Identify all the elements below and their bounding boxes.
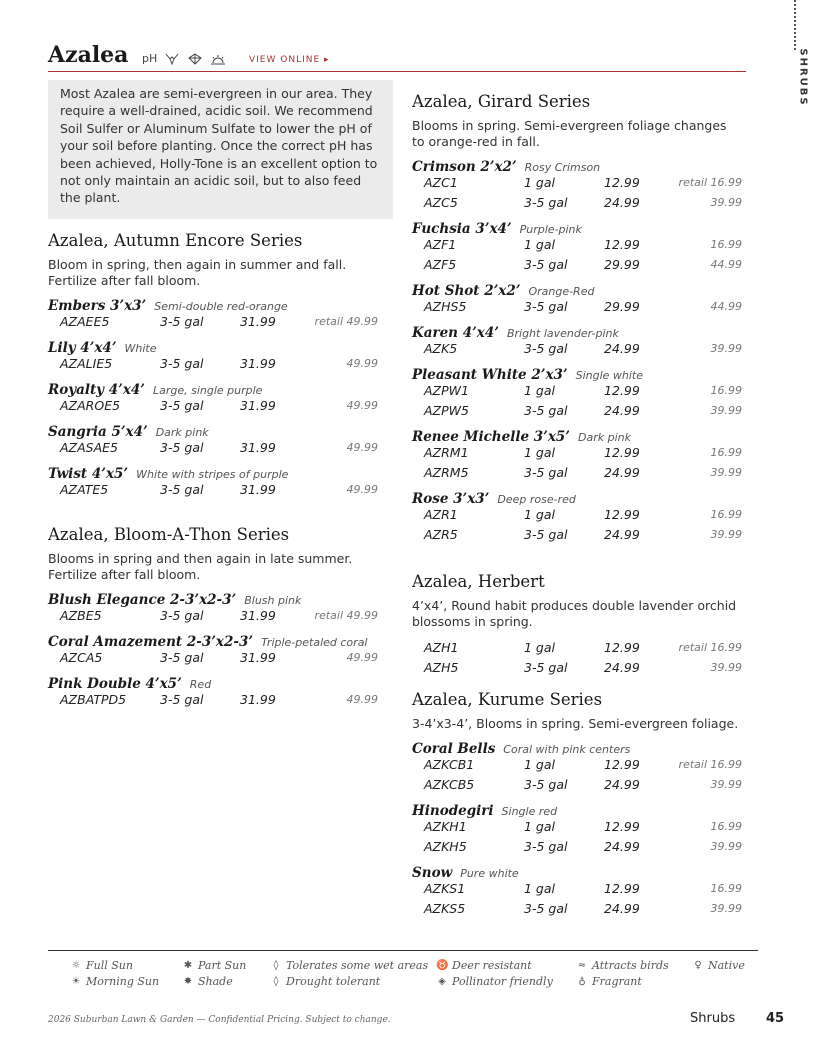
plant-name: Coral Bells bbox=[412, 741, 496, 757]
sku: AZKS5 bbox=[424, 901, 466, 916]
legend-item bbox=[436, 973, 553, 989]
series-description: Bloom in spring, then again in summer and fall. Fertilize after fall bloom. bbox=[48, 257, 347, 288]
retail-price: 49.99 bbox=[346, 441, 378, 454]
price: 12.99 bbox=[604, 383, 640, 398]
legend-label: Full Sun bbox=[86, 958, 133, 972]
container-size: 1 gal bbox=[524, 383, 555, 398]
price-row bbox=[48, 398, 378, 416]
retail-price: 39.99 bbox=[710, 902, 742, 915]
retail-price: 39.99 bbox=[710, 528, 742, 541]
sku: AZK5 bbox=[424, 341, 458, 356]
plant-heading bbox=[412, 426, 631, 445]
legend-icon: ♁ bbox=[578, 975, 586, 987]
price: 29.99 bbox=[604, 257, 640, 272]
retail-price: 16.99 bbox=[710, 238, 742, 251]
plant-name: Embers 3’x3’ bbox=[48, 298, 147, 314]
plant-heading bbox=[48, 295, 288, 314]
plant-heading bbox=[412, 322, 619, 341]
container-size: 3-5 gal bbox=[160, 398, 204, 413]
page-header bbox=[48, 40, 746, 72]
series-title: Azalea, Girard Series bbox=[412, 92, 591, 111]
legend-column bbox=[270, 957, 428, 989]
price-row bbox=[412, 403, 742, 421]
legend-label: Fragrant bbox=[592, 974, 642, 988]
price-row bbox=[48, 440, 378, 458]
series-title: Azalea, Kurume Series bbox=[412, 690, 603, 709]
plant-heading bbox=[412, 800, 557, 819]
page-title: Azalea bbox=[48, 42, 129, 68]
retail-price: 39.99 bbox=[710, 661, 742, 674]
sku: AZH5 bbox=[424, 660, 459, 675]
sku: AZAEE5 bbox=[60, 314, 110, 329]
plant-name: Coral Amazement 2-3’x2-3’ bbox=[48, 634, 254, 650]
container-size: 3-5 gal bbox=[160, 692, 204, 707]
legend-column bbox=[436, 957, 553, 989]
price: 24.99 bbox=[604, 777, 640, 792]
container-size: 3-5 gal bbox=[160, 356, 204, 371]
legend-item bbox=[576, 957, 669, 973]
sku: AZRM5 bbox=[424, 465, 469, 480]
plant-heading bbox=[412, 488, 576, 507]
sku: AZPW1 bbox=[424, 383, 469, 398]
side-tab-dots bbox=[794, 0, 796, 50]
legend-column bbox=[576, 957, 669, 989]
sku: AZASAE5 bbox=[60, 440, 119, 455]
plant-description: Semi-double red-orange bbox=[154, 300, 288, 313]
retail-price: 16.99 bbox=[710, 882, 742, 895]
container-size: 3-5 gal bbox=[524, 403, 568, 418]
morning-sun-icon bbox=[210, 53, 226, 65]
plant-heading bbox=[412, 862, 519, 881]
price-row bbox=[412, 777, 742, 795]
price: 12.99 bbox=[604, 757, 640, 772]
retail-price: 16.99 bbox=[710, 820, 742, 833]
legend-icon: ♉ bbox=[436, 959, 449, 971]
plant-name: Karen 4’x4’ bbox=[412, 325, 499, 341]
price: 24.99 bbox=[604, 527, 640, 542]
legend-icon: ☀ bbox=[71, 975, 81, 987]
plant-heading bbox=[412, 218, 582, 237]
price-row bbox=[412, 640, 742, 658]
price: 24.99 bbox=[604, 839, 640, 854]
legend-label: Attracts birds bbox=[592, 958, 669, 972]
plant-name: Crimson 2’x2’ bbox=[412, 159, 517, 175]
plant-heading bbox=[48, 631, 368, 650]
container-size: 3-5 gal bbox=[160, 482, 204, 497]
plant-description: White with stripes of purple bbox=[136, 468, 289, 481]
retail-price: 16.99 bbox=[710, 508, 742, 521]
price-row bbox=[412, 175, 742, 193]
retail-price: 44.99 bbox=[710, 258, 742, 271]
pollinator-friendly-icon bbox=[187, 53, 203, 65]
legend-label: Drought tolerant bbox=[286, 974, 381, 988]
retail-price: 49.99 bbox=[346, 651, 378, 664]
plant-name: Sangria 5’x4’ bbox=[48, 424, 148, 440]
container-size: 1 gal bbox=[524, 640, 555, 655]
retail-price: retail 16.99 bbox=[678, 758, 742, 771]
container-size: 1 gal bbox=[524, 237, 555, 252]
price: 31.99 bbox=[240, 650, 276, 665]
sku: AZKH5 bbox=[424, 839, 467, 854]
price-row bbox=[412, 660, 742, 678]
price-row bbox=[48, 650, 378, 668]
legend-item bbox=[436, 957, 553, 973]
legend-column bbox=[692, 957, 745, 973]
sku: AZKCB1 bbox=[424, 757, 475, 772]
price-row bbox=[48, 608, 378, 626]
retail-price: 16.99 bbox=[710, 446, 742, 459]
plant-heading bbox=[48, 379, 262, 398]
price: 31.99 bbox=[240, 692, 276, 707]
price: 31.99 bbox=[240, 356, 276, 371]
price: 31.99 bbox=[240, 482, 276, 497]
legend-icon: ≈ bbox=[577, 959, 587, 971]
price: 12.99 bbox=[604, 507, 640, 522]
plant-name: Hot Shot 2’x2’ bbox=[412, 283, 521, 299]
plant-description: Purple-pink bbox=[519, 223, 582, 236]
container-size: 3-5 gal bbox=[160, 314, 204, 329]
series-description: 4’x4’, Round habit produces double lavender orchid blossoms in spring. bbox=[412, 598, 737, 629]
sku: AZKCB5 bbox=[424, 777, 475, 792]
price: 24.99 bbox=[604, 901, 640, 916]
plant-description: Deep rose-red bbox=[497, 493, 576, 506]
plant-name: Twist 4’x5’ bbox=[48, 466, 129, 482]
price: 24.99 bbox=[604, 660, 640, 675]
container-size: 3-5 gal bbox=[524, 839, 568, 854]
price-row bbox=[412, 901, 742, 919]
sku: AZPW5 bbox=[424, 403, 469, 418]
series-title: Azalea, Herbert bbox=[412, 572, 545, 591]
plant-name: Fuchsia 3’x4’ bbox=[412, 221, 512, 237]
plant-description: Coral with pink centers bbox=[503, 743, 631, 756]
plant-description: Single white bbox=[575, 369, 644, 382]
legend-item bbox=[576, 973, 669, 989]
retail-price: 49.99 bbox=[346, 357, 378, 370]
plant-name: Blush Elegance 2-3’x2-3’ bbox=[48, 592, 237, 608]
container-size: 1 gal bbox=[524, 175, 555, 190]
retail-price: 39.99 bbox=[710, 404, 742, 417]
sku: AZAROE5 bbox=[60, 398, 121, 413]
price: 31.99 bbox=[240, 314, 276, 329]
price: 12.99 bbox=[604, 819, 640, 834]
legend-icon: ☼ bbox=[71, 959, 81, 971]
sku: AZF1 bbox=[424, 237, 457, 252]
sku: AZBATPD5 bbox=[60, 692, 127, 707]
plant-description: Triple-petaled coral bbox=[261, 636, 368, 649]
legend-icon: ◈ bbox=[438, 975, 446, 987]
retail-price: 49.99 bbox=[346, 399, 378, 412]
plant-name: Pink Double 4’x5’ bbox=[48, 676, 182, 692]
container-size: 1 gal bbox=[524, 819, 555, 834]
series-title: Azalea, Bloom-A-Thon Series bbox=[48, 525, 290, 544]
sku: AZC1 bbox=[424, 175, 458, 190]
series-title: Azalea, Autumn Encore Series bbox=[48, 231, 303, 250]
sku: AZKS1 bbox=[424, 881, 466, 896]
side-tab-label: SHRUBS bbox=[797, 48, 809, 107]
plant-description: Dark pink bbox=[577, 431, 631, 444]
legend-icon: ◊ bbox=[273, 959, 279, 971]
attribute-icons bbox=[142, 52, 226, 65]
price-row bbox=[412, 445, 742, 463]
legend-label: Deer resistant bbox=[452, 958, 532, 972]
side-tab bbox=[788, 0, 809, 110]
price: 31.99 bbox=[240, 608, 276, 623]
container-size: 3-5 gal bbox=[524, 660, 568, 675]
legend-item bbox=[70, 957, 159, 973]
plant-heading bbox=[412, 738, 630, 757]
retail-price: 49.99 bbox=[346, 483, 378, 496]
price-row bbox=[412, 299, 742, 317]
series-description: Blooms in spring and then again in late summer. Fertilize after fall bloom. bbox=[48, 551, 353, 582]
container-size: 3-5 gal bbox=[524, 257, 568, 272]
page-section-label: Shrubs bbox=[690, 1011, 736, 1026]
plant-name: Renee Michelle 3’x5’ bbox=[412, 429, 570, 445]
plant-heading bbox=[412, 364, 643, 383]
container-size: 3-5 gal bbox=[524, 901, 568, 916]
retail-price: 39.99 bbox=[710, 840, 742, 853]
plant-description: Bright lavender-pink bbox=[506, 327, 619, 340]
series-description: Blooms in spring. Semi-evergreen foliage changes to orange-red in fall. bbox=[412, 118, 727, 149]
legend-column bbox=[70, 957, 159, 989]
legend-label: Tolerates some wet areas bbox=[286, 958, 429, 972]
price: 12.99 bbox=[604, 175, 640, 190]
price-row bbox=[412, 465, 742, 483]
sku: AZF5 bbox=[424, 257, 457, 272]
legend-item bbox=[270, 973, 428, 989]
retail-price: retail 49.99 bbox=[314, 609, 378, 622]
deer-resistant-icon bbox=[164, 53, 180, 65]
plant-heading bbox=[48, 463, 288, 482]
series-description: 3-4’x3-4’, Blooms in spring. Semi-evergreen foliage. bbox=[412, 716, 739, 731]
plant-name: Hinodegiri bbox=[412, 803, 494, 819]
container-size: 1 gal bbox=[524, 757, 555, 772]
sku: AZH1 bbox=[424, 640, 459, 655]
price: 12.99 bbox=[604, 881, 640, 896]
legend-icon: ◊ bbox=[273, 975, 279, 987]
price: 31.99 bbox=[240, 440, 276, 455]
sku: AZKH1 bbox=[424, 819, 467, 834]
ph-label: pH bbox=[142, 52, 158, 65]
price-row bbox=[412, 527, 742, 545]
plant-description: White bbox=[124, 342, 157, 355]
sku: AZATE5 bbox=[60, 482, 109, 497]
plant-description: Pure white bbox=[460, 867, 519, 880]
legend-column bbox=[182, 957, 246, 989]
legend-icon: ♀ bbox=[694, 959, 702, 971]
container-size: 3-5 gal bbox=[524, 341, 568, 356]
plant-description: Rosy Crimson bbox=[524, 161, 601, 174]
legend-icon: ✸ bbox=[183, 975, 193, 987]
container-size: 3-5 gal bbox=[524, 299, 568, 314]
legend-icon: ✱ bbox=[183, 959, 193, 971]
intro-box: Most Azalea are semi-evergreen in our area. They require a well-drained, acidic soil. We recommend Soil Sulfer or Aluminum Sulfate to lower the pH of your soil before planting. Once the correct pH has been achieved, Holly-Tone is an excellent option to not only maintain an acidic soil, but to also feed the plant. bbox=[48, 80, 393, 219]
price: 24.99 bbox=[604, 465, 640, 480]
copyright: 2026 Suburban Lawn & Garden — Confidential Pricing. Subject to change. bbox=[48, 1015, 391, 1025]
legend-label: Morning Sun bbox=[86, 974, 160, 988]
price: 12.99 bbox=[604, 445, 640, 460]
retail-price: 49.99 bbox=[346, 693, 378, 706]
price-row bbox=[412, 507, 742, 525]
sku: AZCA5 bbox=[60, 650, 103, 665]
plant-description: Large, single purple bbox=[152, 384, 263, 397]
price: 12.99 bbox=[604, 237, 640, 252]
legend-item bbox=[182, 973, 246, 989]
sku: AZR1 bbox=[424, 507, 458, 522]
plant-heading bbox=[412, 156, 600, 175]
legend-label: Shade bbox=[198, 974, 233, 988]
plant-description: Red bbox=[189, 678, 212, 691]
plant-heading bbox=[48, 337, 157, 356]
price-row bbox=[412, 819, 742, 837]
retail-price: 39.99 bbox=[710, 342, 742, 355]
plant-description: Single red bbox=[501, 805, 558, 818]
container-size: 3-5 gal bbox=[524, 465, 568, 480]
price: 24.99 bbox=[604, 403, 640, 418]
container-size: 3-5 gal bbox=[160, 608, 204, 623]
price: 24.99 bbox=[604, 341, 640, 356]
price-row bbox=[48, 692, 378, 710]
legend-item bbox=[270, 957, 428, 973]
plant-name: Pleasant White 2’x3’ bbox=[412, 367, 568, 383]
price-row bbox=[412, 195, 742, 213]
container-size: 1 gal bbox=[524, 507, 555, 522]
sku: AZHS5 bbox=[424, 299, 467, 314]
container-size: 1 gal bbox=[524, 445, 555, 460]
plant-description: Dark pink bbox=[155, 426, 209, 439]
plant-description: Blush pink bbox=[244, 594, 302, 607]
price: 31.99 bbox=[240, 398, 276, 413]
plant-heading bbox=[48, 673, 211, 692]
retail-price: 39.99 bbox=[710, 196, 742, 209]
plant-heading bbox=[48, 421, 209, 440]
sku: AZRM1 bbox=[424, 445, 469, 460]
retail-price: 39.99 bbox=[710, 778, 742, 791]
container-size: 1 gal bbox=[524, 881, 555, 896]
price: 29.99 bbox=[604, 299, 640, 314]
retail-price: retail 49.99 bbox=[314, 315, 378, 328]
legend-item bbox=[692, 957, 745, 973]
price-row bbox=[412, 383, 742, 401]
price-row bbox=[412, 237, 742, 255]
plant-name: Lily 4’x4’ bbox=[48, 340, 117, 356]
retail-price: retail 16.99 bbox=[678, 176, 742, 189]
legend-label: Pollinator friendly bbox=[452, 974, 553, 988]
plant-description: Orange-Red bbox=[528, 285, 595, 298]
price-row bbox=[412, 757, 742, 775]
price-row bbox=[412, 839, 742, 857]
price-row bbox=[412, 341, 742, 359]
plant-heading bbox=[48, 589, 301, 608]
price-row bbox=[48, 356, 378, 374]
container-size: 3-5 gal bbox=[524, 777, 568, 792]
plant-name: Royalty 4’x4’ bbox=[48, 382, 145, 398]
legend-item bbox=[70, 973, 159, 989]
price: 24.99 bbox=[604, 195, 640, 210]
plant-name: Snow bbox=[412, 865, 453, 881]
retail-price: 39.99 bbox=[710, 466, 742, 479]
sku: AZC5 bbox=[424, 195, 458, 210]
retail-price: 44.99 bbox=[710, 300, 742, 313]
price-row bbox=[48, 314, 378, 332]
price-row bbox=[412, 881, 742, 899]
retail-price: retail 16.99 bbox=[678, 641, 742, 654]
plant-name: Rose 3’x3’ bbox=[412, 491, 490, 507]
legend-item bbox=[182, 957, 246, 973]
container-size: 3-5 gal bbox=[160, 440, 204, 455]
container-size: 3-5 gal bbox=[160, 650, 204, 665]
price: 12.99 bbox=[604, 640, 640, 655]
retail-price: 16.99 bbox=[710, 384, 742, 397]
container-size: 3-5 gal bbox=[524, 195, 568, 210]
sku: AZALIE5 bbox=[60, 356, 113, 371]
legend-label: Native bbox=[708, 958, 745, 972]
price-row bbox=[48, 482, 378, 500]
footer-divider bbox=[48, 950, 758, 951]
plant-heading bbox=[412, 280, 594, 299]
price-row bbox=[412, 257, 742, 275]
container-size: 3-5 gal bbox=[524, 527, 568, 542]
legend-label: Part Sun bbox=[198, 958, 247, 972]
page-number: 45 bbox=[766, 1011, 785, 1026]
sku: AZBE5 bbox=[60, 608, 102, 623]
view-online-link[interactable]: VIEW ONLINE ▸ bbox=[249, 55, 330, 65]
sku: AZR5 bbox=[424, 527, 458, 542]
